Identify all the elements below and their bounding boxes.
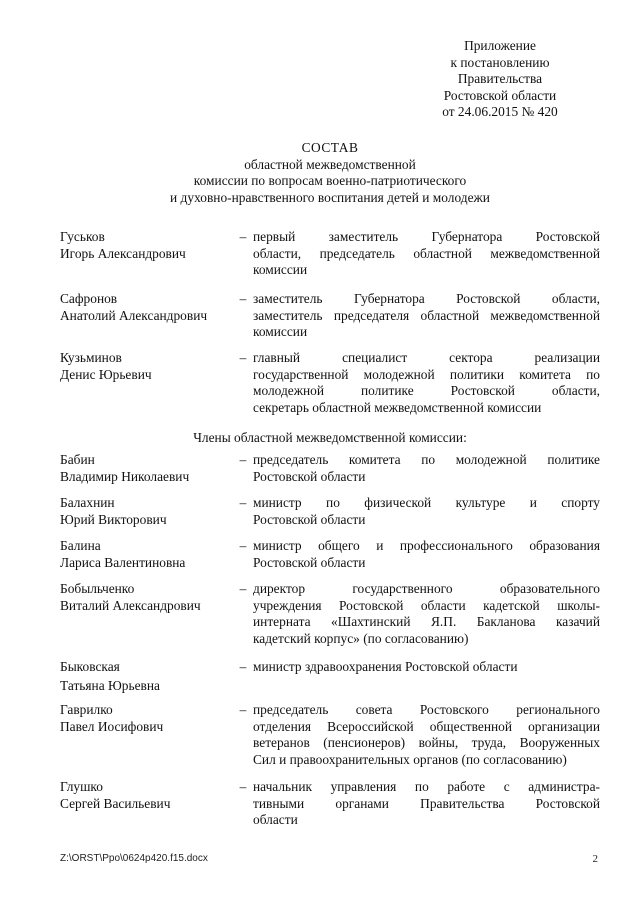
position-line: министр общего и профессионального образования <box>253 538 600 553</box>
position-line: отделения Всероссийской общественной организации <box>253 718 600 734</box>
position-line: первый заместитель Губернатора Ростовской <box>253 229 600 244</box>
position-line: Ростовской области <box>253 554 366 570</box>
dash-separator: – <box>239 581 247 596</box>
member-surname: Бобыльченко <box>60 581 135 596</box>
file-path-footer: Z:\ORST\Ppo\0624p420.f15.docx <box>60 853 208 864</box>
member-surname: Глушко <box>60 779 103 794</box>
member-position <box>253 291 600 341</box>
position-line: области, председатель областной межведомственной <box>253 245 600 261</box>
member-position <box>253 702 600 768</box>
member-given-name: Сергей Васильевич <box>60 795 171 811</box>
member-surname: Гаврилко <box>60 702 113 717</box>
position-line: комиссии <box>253 262 308 278</box>
member-given-name: Татьяна Юрьевна <box>60 677 160 693</box>
dash-separator: – <box>239 538 247 553</box>
appendix-line: Правительства <box>457 71 543 86</box>
member-name <box>60 452 230 485</box>
member-given-name: Юрий Викторович <box>60 511 167 527</box>
position-line: Ростовской области <box>253 511 366 527</box>
appendix-line: к постановлению <box>450 54 550 70</box>
document-title <box>60 140 600 206</box>
dash-separator: – <box>239 495 247 510</box>
position-line: министр здравоохранения Ростовской области <box>253 659 518 674</box>
dash-separator: – <box>239 659 247 674</box>
position-line: министр по физической культуре и спорту <box>253 495 600 510</box>
member-given-name: Виталий Александрович <box>60 597 201 613</box>
dash-separator: – <box>239 229 247 244</box>
page-number: 2 <box>592 853 598 865</box>
member-given-name: Анатолий Александрович <box>60 307 208 323</box>
position-line: директор государственного образовательного <box>253 581 600 596</box>
member-position <box>253 452 600 485</box>
position-line: ветеранов (пенсионеров) войны, труда, Вооруженных <box>253 735 600 751</box>
appendix-header <box>400 38 600 121</box>
member-surname: Быковская <box>60 659 120 674</box>
member-name <box>60 495 230 528</box>
member-name <box>60 659 230 694</box>
position-line: комиссии <box>253 324 308 340</box>
position-line: кадетский корпус» (по согласованию) <box>253 630 469 646</box>
position-line: заместитель председателя областной межведомственной <box>253 307 600 323</box>
position-line: молодежной политике Ростовской области, <box>253 383 600 399</box>
position-line: председатель совета Ростовского регионального <box>253 702 600 717</box>
position-line: учреждения Ростовской области кадетской школы- <box>253 597 600 613</box>
appendix-date-line: от 24.06.2015 № 420 <box>442 104 558 119</box>
position-line: начальник управления по работе с администра- <box>253 779 600 794</box>
title-heading: СОСТАВ <box>301 140 359 155</box>
member-surname: Балина <box>60 538 101 553</box>
title-line: комиссии по вопросам военно-патриотического <box>193 173 467 188</box>
title-line: областной межведомственной <box>244 156 416 172</box>
member-surname: Балахнин <box>60 495 115 510</box>
member-name <box>60 229 230 262</box>
member-name <box>60 779 230 812</box>
position-line: области <box>253 812 298 828</box>
member-surname: Сафронов <box>60 291 118 306</box>
member-surname: Кузьминов <box>60 350 122 365</box>
appendix-line: Ростовской области <box>443 87 557 103</box>
member-surname: Бабин <box>60 452 95 467</box>
member-given-name: Владимир Николаевич <box>60 468 190 484</box>
position-line: председатель комитета по молодежной политике <box>253 452 600 467</box>
dash-separator: – <box>239 779 247 794</box>
member-position <box>253 350 600 416</box>
member-position <box>253 229 600 279</box>
position-line: заместитель Губернатора Ростовской области, <box>253 291 600 306</box>
dash-separator: – <box>239 452 247 467</box>
position-line: интерната «Шахтинский Я.П. Бакланова казачий <box>253 614 600 630</box>
member-surname: Гуськов <box>60 229 105 244</box>
member-name <box>60 538 230 571</box>
member-name <box>60 291 230 324</box>
position-line: главный специалист сектора реализации <box>253 350 600 365</box>
position-line: государственной молодежной политики комитета по <box>253 366 600 382</box>
member-given-name: Павел Иосифович <box>60 718 164 734</box>
member-given-name: Денис Юрьевич <box>60 366 152 382</box>
member-position <box>253 659 600 676</box>
member-position <box>253 581 600 647</box>
member-position <box>253 538 600 571</box>
member-name <box>60 350 230 383</box>
position-line: Ростовской области <box>253 468 366 484</box>
dash-separator: – <box>239 350 247 365</box>
dash-separator: – <box>239 702 247 717</box>
members-heading: Члены областной межведомственной комиссии: <box>193 430 467 445</box>
appendix-line: Приложение <box>464 38 536 53</box>
member-given-name: Лариса Валентиновна <box>60 554 186 570</box>
title-line: и духовно-нравственного воспитания детей и молодежи <box>170 189 490 205</box>
member-position <box>253 779 600 829</box>
member-position <box>253 495 600 528</box>
position-line: секретарь областной межведомственной комиссии <box>253 399 542 415</box>
dash-separator: – <box>239 291 247 306</box>
position-line: тивными органами Правительства Ростовской <box>253 795 600 811</box>
position-line: Сил и правоохранительных органов (по согласованию) <box>253 751 567 767</box>
member-name <box>60 702 230 735</box>
member-given-name: Игорь Александрович <box>60 245 186 261</box>
member-name <box>60 581 230 614</box>
